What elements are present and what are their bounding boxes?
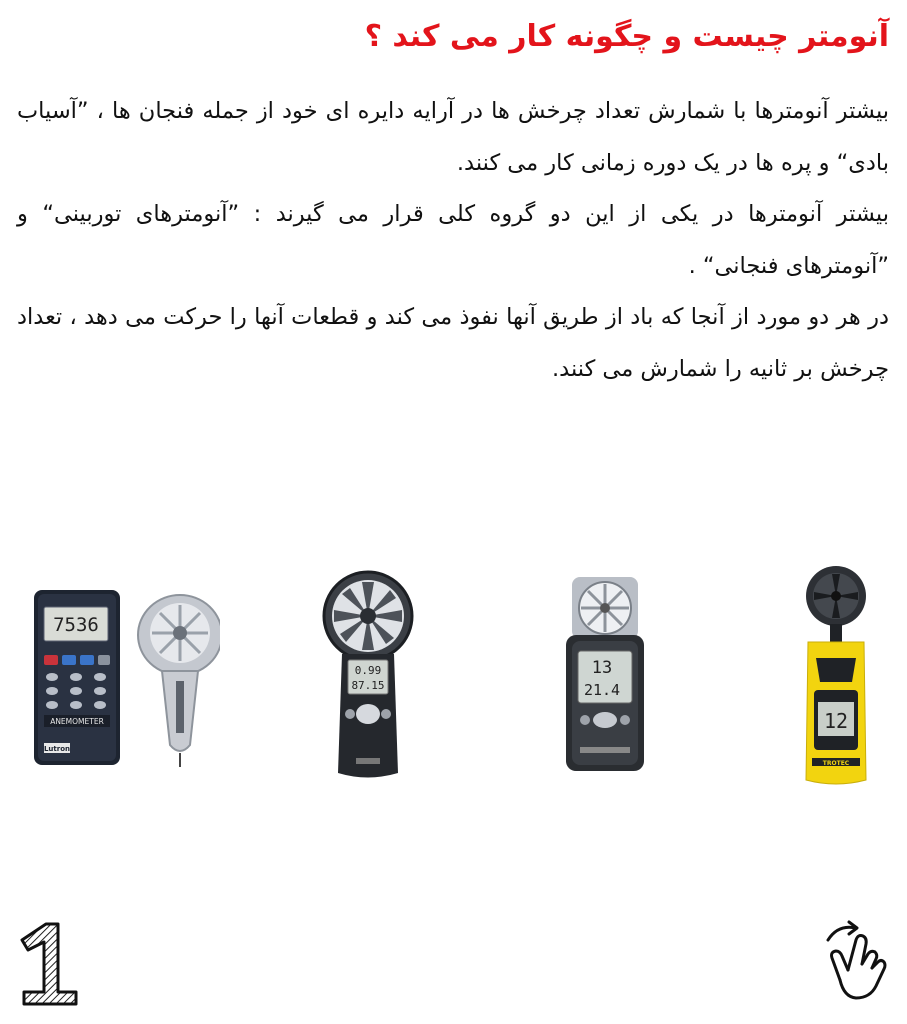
testo-compact-vane-image [560,575,650,775]
paragraph-3: در هر دو مورد از آنجا که باد از طریق آنها نفوذ می کند و قطعات آنها را حرکت می دهد ، تعداد چرخش بر ثانیه را شمارش می کنند. [17,304,889,382]
page-title: آنومتر چیست و چگونه کار می کند ؟ [364,19,889,54]
lutron-label: ANEMOMETER [50,717,104,726]
page-number: 1 [48,988,50,989]
testo-large-vane-image [312,568,424,780]
lutron-display-reading: 7536 [53,614,99,636]
testo-large-reading-2: 87.15 [351,679,385,692]
page-number-graphic [14,918,84,1008]
testo-compact-reading-2: 21.4 [583,681,621,699]
paragraph-1: بیشتر آنومترها با شمارش تعداد چرخش ها در آرایه دایره ای خود از جمله فنجان ها ، ”آسیاب بادی“ و پره ها در یک دوره زمانی کار می کنند. [17,98,889,176]
trotec-brand: TROTEC [822,760,850,767]
lutron-brand: Lutron [43,745,71,753]
lutron-anemometer-image [30,585,220,775]
swipe-hand-icon [818,918,892,1004]
body-text [17,86,889,395]
testo-compact-reading-1: 13 [591,658,613,678]
testo-large-reading-1: 0.99 [354,664,382,677]
paragraph-2: بیشتر آنومترها در یکی از این دو گروه کلی قرار می گیرند : ”آنومترهای توربینی“ و ”آنومترهای فنجانی“ . [17,201,889,279]
trotec-anemometer-image [800,562,872,788]
trotec-reading: 12 [823,709,849,733]
